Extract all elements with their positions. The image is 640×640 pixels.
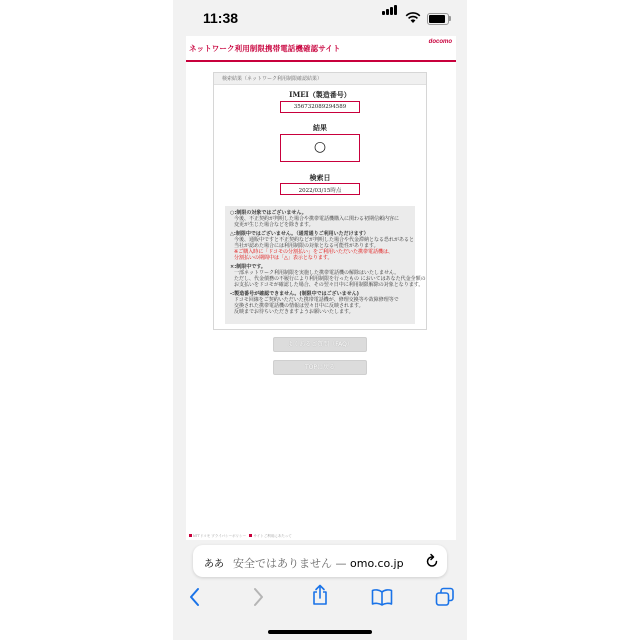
date-label: 検索日 xyxy=(309,173,331,182)
wifi-icon xyxy=(405,12,421,24)
site-header xyxy=(186,36,456,62)
date-box xyxy=(280,183,360,195)
page-settings-button[interactable]: ああ xyxy=(204,559,224,570)
home-indicator[interactable] xyxy=(268,630,372,634)
tabs-icon[interactable] xyxy=(435,587,455,607)
url-text[interactable]: 安全ではありません — omo.co.jp xyxy=(233,557,404,570)
legend-triangle-line: 当社が認めた場合には利用制限の対象となる可能性があります。 xyxy=(234,243,379,249)
footer-links xyxy=(189,534,292,539)
legend-triangle-title: △:制限中ではございません。（通常通りご利用いただけます） xyxy=(230,231,369,237)
legend-triangle-line: 今後、通販中ですと不正契約などが判明した場合や代金滞納となる恐れがあると xyxy=(234,237,415,243)
reload-icon[interactable] xyxy=(425,553,439,569)
legend-cross-line: ただし、代金債務の不履行により利用制限を行ったもの においてはあなた代金全額の xyxy=(234,276,426,282)
battery-tip xyxy=(449,16,451,21)
imei-value: 356732089294589 xyxy=(293,104,347,110)
result-panel xyxy=(213,72,427,330)
site-title: ネットワーク利用制限携帯電話機確認サイト xyxy=(189,44,341,53)
legend-triangle-note: 分割払いの期間中は「△」表示となります。 xyxy=(234,255,333,261)
legend-dash-title: -:製造番号が確認できません。(制限中ではございません) xyxy=(230,291,359,297)
legend-dash-line: 反映までお待ちいただきますようお願いいたします。 xyxy=(234,309,354,315)
legend-dash-line: ドコモ回線をご契約いただいた携帯電話機が、修理交換等や故障修理等で xyxy=(234,297,399,303)
footer-terms-link[interactable]: サイトご利用にあたって xyxy=(253,534,292,538)
status-bar xyxy=(173,0,467,36)
result-box xyxy=(280,134,360,162)
share-icon[interactable] xyxy=(311,584,329,606)
battery-icon xyxy=(427,13,449,25)
footer-privacy-link[interactable]: NTTドコモ プライバシーポリシー xyxy=(193,534,247,538)
web-page xyxy=(186,36,456,540)
imei-label: IMEI（製造番号） xyxy=(289,90,351,99)
panel-caption-text: 検索結果（ネットワーク利用制限確認結果） xyxy=(222,76,323,82)
legend-cross-line: 一部ネットワーク利用制限を実施した携帯電話機の解除はいたしません。 xyxy=(234,270,400,276)
phone-screen xyxy=(173,0,467,640)
top-button[interactable]: TOPに戻る xyxy=(273,360,367,375)
result-legend xyxy=(225,206,426,324)
panel-caption xyxy=(214,73,426,85)
forward-icon[interactable] xyxy=(251,587,265,607)
status-time: 11:38 xyxy=(203,10,239,26)
faq-button[interactable]: よくあるご質問（FAQ） xyxy=(273,337,367,352)
date-value: 2022/03/15時点 xyxy=(298,188,342,194)
legend-circle-line: 今後、不正契約が判明した場合や携帯電話機購入に関わる初期信頼内容に xyxy=(234,216,400,222)
result-value: ○ xyxy=(313,139,327,155)
bookmarks-icon[interactable] xyxy=(371,588,393,606)
legend-dash-line: 交換された携帯電話機の情報は翌々日中に反映されます。 xyxy=(234,303,364,309)
imei-box xyxy=(280,101,360,113)
legend-cross-title: ×:制限中です。 xyxy=(230,264,266,270)
legend-circle-line: 変更が生じた場合などを除きます。 xyxy=(234,222,314,228)
address-bar[interactable] xyxy=(193,545,447,577)
docomo-logo[interactable]: docomo xyxy=(428,39,452,45)
back-icon[interactable] xyxy=(188,587,202,607)
legend-circle-title: ○:制限の対象ではございません。 xyxy=(230,210,307,216)
result-label: 結果 xyxy=(313,123,327,132)
legend-triangle-note: ※ご購入時に「ドコモの分割払い」をご利用いただいた携帯電話機は、 xyxy=(234,249,393,255)
legend-cross-line: お支払いをドコモが確認した場合、その翌々日中に利用制限解除の対象となります。 xyxy=(234,282,424,288)
